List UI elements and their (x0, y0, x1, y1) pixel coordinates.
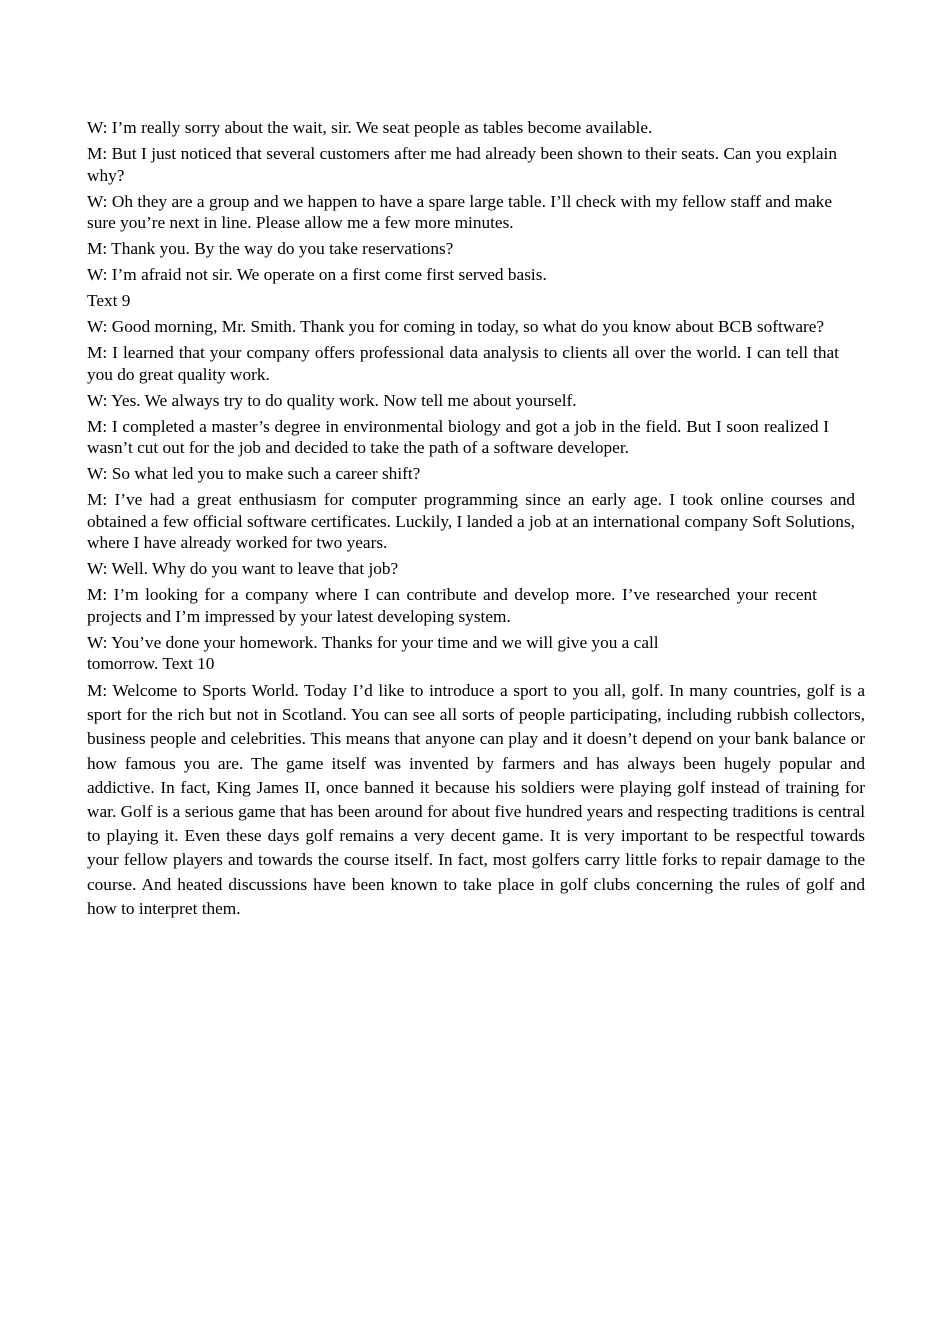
dialogue-line: M: But I just noticed that several customers after me had already been shown to their seats. Can you explain why? (87, 144, 837, 185)
dialogue-line: W: I’m really sorry about the wait, sir. We seat people as tables become available. (87, 118, 653, 137)
dialogue-line: M: I’m looking for a company where I can contribute and develop more. I’ve researched your recent projects and I’m impressed by your latest developing system. (87, 585, 817, 626)
narration-paragraph: M: Welcome to Sports World. Today I’d like to introduce a sport to you all, golf. In many countries, golf is a sport for the rich but not in Scotland. You can see all sorts of people participating, including rubbish collectors, business people and celebrities. This means that anyone can play and it doesn’t depend on your bank balance or how famous you are. The game itself was invented by farmers and has always been hugely popular and addictive. In fact, King James II, once banned it because his soldiers were playing golf instead of training for war. Golf is a serious game that has been around for about five hundred years and respecting traditions is central to playing it. Even these days golf remains a very decent game. It is very important to be respectful towards your fellow players and towards the course itself. In fact, most golfers carry little forks to repair damage to the course. And heated discussions have been known to take place in golf clubs concerning the rules of golf and how to interpret them. (87, 681, 865, 918)
document-page (87, 117, 865, 921)
dialogue-line: W: Well. Why do you want to leave that job? (87, 559, 399, 578)
dialogue-line: W: I’m afraid not sir. We operate on a first come first served basis. (87, 265, 547, 284)
section-heading-line: tomorrow. Text 10 (87, 654, 215, 673)
dialogue-line: M: I’ve had a great enthusiasm for computer programming since an early age. I took online courses and obtained a few official software certificates. Luckily, I landed a job at an international company Soft Solutions, where I have already worked for two years. (87, 490, 855, 552)
section-heading: Text 9 (87, 291, 131, 310)
dialogue-line: M: I learned that your company offers professional data analysis to clients all over the world. I can tell that you do great quality work. (87, 343, 839, 384)
dialogue-line: W: You’ve done your homework. Thanks for your time and we will give you a call (87, 632, 659, 652)
dialogue-line: W: Yes. We always try to do quality work. Now tell me about yourself. (87, 390, 577, 410)
dialogue-line: W: So what led you to make such a career shift? (87, 464, 421, 483)
dialogue-line: M: I completed a master’s degree in environmental biology and got a job in the field. But I soon realized I wasn’t cut out for the job and decided to take the path of a software developer. (87, 416, 829, 457)
dialogue-line: W: Oh they are a group and we happen to have a spare large table. I’ll check with my fellow staff and make sure you’re next in line. Please allow me a few more minutes. (87, 191, 832, 232)
dialogue-line: M: Thank you. By the way do you take reservations? (87, 239, 454, 258)
dialogue-line: W: Good morning, Mr. Smith. Thank you for coming in today, so what do you know about BCB software? (87, 317, 825, 336)
